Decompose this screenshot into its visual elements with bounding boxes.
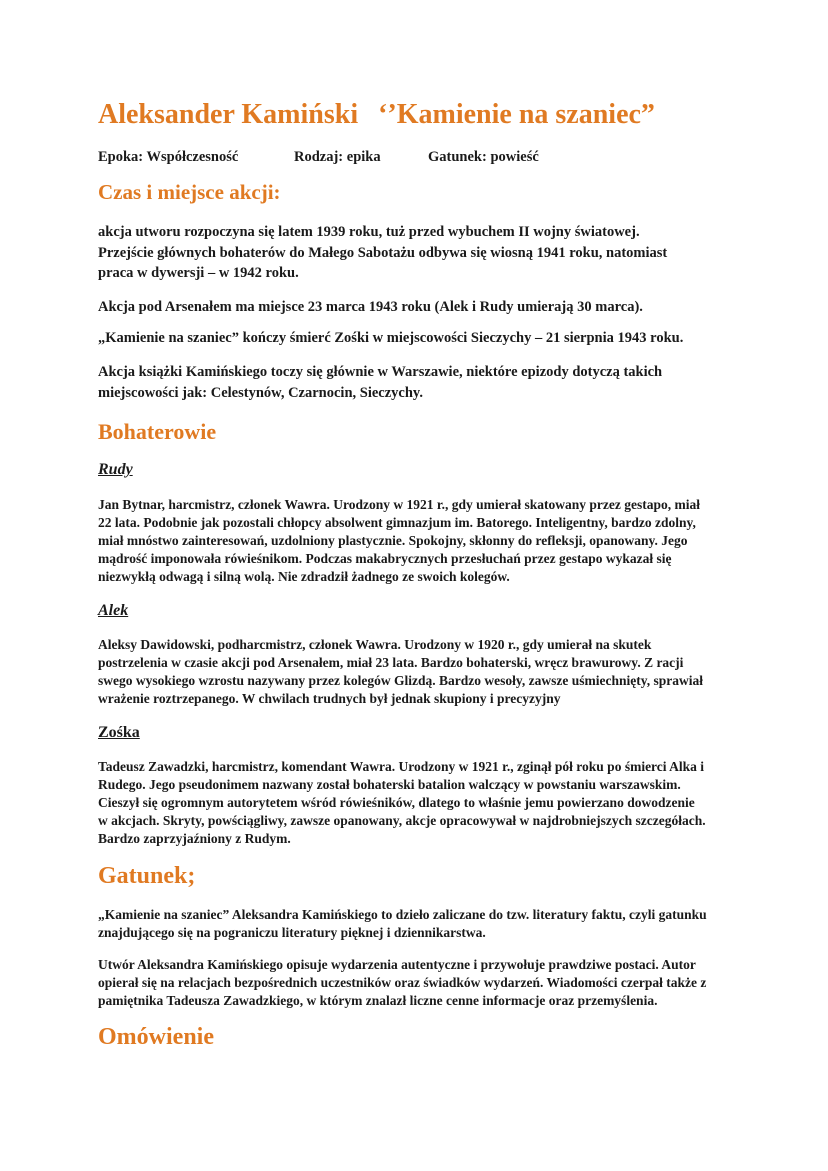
text-line: akcja utworu rozpoczyna się latem 1939 roku, tuż przed wybuchem II wojny światowej. bbox=[98, 224, 640, 240]
meta-rodzaj: Rodzaj: epika bbox=[294, 149, 381, 165]
meta-epoka: Epoka: Współczesność bbox=[98, 149, 239, 165]
czas-paragraph-1 bbox=[98, 222, 667, 284]
text-line: pamiętnika Tadeusza Zawadzkiego, w którym znalazł liczne cenne informacje oraz przemyślenia. bbox=[98, 993, 658, 1008]
text-line: praca w dywersji – w 1942 roku. bbox=[98, 265, 299, 281]
text-line: Bardzo zaprzyjaźniony z Rudym. bbox=[98, 831, 291, 846]
text-line: postrzelenia w czasie akcji pod Arsenałem, miał 23 lata. Bardzo bohaterski, wręcz brawurowy. Z racji bbox=[98, 655, 684, 670]
text-line: swego wysokiego wzrostu nazywany przez kolegów Glizdą. Bardzo wesoły, zawsze uśmiechnięty, sprawiał bbox=[98, 673, 703, 688]
text-line: miał mnóstwo zainteresowań, uzdolniony plastycznie. Spokojny, skłonny do refleksji, opanowany. Jego bbox=[98, 533, 688, 548]
heading-bohaterowie: Bohaterowie bbox=[98, 419, 217, 444]
title-work: ‘’Kamienie na szaniec” bbox=[378, 99, 655, 130]
text-line: Cieszył się ogromnym autorytetem wśród rówieśników, dlatego to właśnie jemu powierzano dowodzenie bbox=[98, 795, 695, 810]
text-line: Utwór Aleksandra Kamińskiego opisuje wydarzenia autentyczne i przywołuje prawdziwe postaci. Autor bbox=[98, 957, 696, 972]
heading-gatunek: Gatunek; bbox=[98, 863, 196, 889]
czas-paragraph-3: „Kamienie na szaniec” kończy śmierć Zośki w miejscowości Sieczychy – 21 sierpnia 1943 roku. bbox=[98, 330, 684, 346]
text-line: Przejście głównych bohaterów do Małego Sabotażu odbywa się wiosną 1941 roku, natomiast bbox=[98, 244, 668, 261]
text-line: Aleksy Dawidowski, podharcmistrz, członek Wawra. Urodzony w 1920 r., gdy umierał na skutek bbox=[98, 637, 652, 652]
character-name-zoska: Zośka bbox=[98, 724, 140, 741]
character-description-alek bbox=[98, 636, 703, 708]
czas-paragraph-4 bbox=[98, 362, 662, 403]
czas-paragraph-2: Akcja pod Arsenałem ma miejsce 23 marca 1943 roku (Alek i Rudy umierają 30 marca). bbox=[98, 299, 643, 315]
text-line: Jan Bytnar, harcmistrz, członek Wawra. Urodzony w 1921 r., gdy umierał skatowany przez gestapo, miał bbox=[98, 497, 700, 512]
text-line: mądrość imponowała rówieśnikom. Podczas makabrycznych przesłuchań przez gestapo wykazał się bbox=[98, 551, 672, 566]
text-line: w akcjach. Skryty, powściągliwy, zawsze opanowany, akcje opracowywał w najdrobniejszych szczegółach. bbox=[98, 813, 706, 828]
text-line: niezwykłą odwagą i silną wolą. Nie zdradził żadnego ze swoich kolegów. bbox=[98, 569, 510, 584]
text-line: miejscowości jak: Celestynów, Czarnocin, Sieczychy. bbox=[98, 384, 423, 401]
text-line: wrażenie roztrzepanego. W chwilach trudnych był jednak skupiony i precyzyjny bbox=[98, 691, 561, 706]
text-line: znajdującego się na pograniczu literatury pięknej i dziennikarstwa. bbox=[98, 925, 486, 940]
gatunek-paragraph-1 bbox=[98, 906, 707, 942]
gatunek-paragraph-2 bbox=[98, 956, 706, 1010]
heading-czas: Czas i miejsce akcji: bbox=[98, 180, 281, 204]
character-name-rudy: Rudy bbox=[98, 461, 133, 478]
heading-omowienie: Omówienie bbox=[98, 1024, 214, 1050]
document-title bbox=[98, 98, 655, 132]
meta-gatunek: Gatunek: powieść bbox=[428, 149, 539, 165]
character-description-zoska bbox=[98, 758, 706, 848]
text-line: Akcja książki Kamińskiego toczy się głównie w Warszawie, niektóre epizody dotyczą takich bbox=[98, 364, 663, 380]
text-line: opierał się na relacjach bezpośrednich uczestników oraz świadków wydarzeń. Wiadomości czerpał także z bbox=[98, 975, 707, 990]
text-line: „Kamienie na szaniec” Aleksandra Kamińskiego to dzieło zaliczane do tzw. literatury faktu, czyli gatunku bbox=[98, 907, 707, 922]
character-description-rudy bbox=[98, 496, 700, 586]
text-line: Rudego. Jego pseudonimem nazwany został bohaterski batalion walczący w powstaniu warszawskim. bbox=[98, 777, 681, 792]
title-author: Aleksander Kamiński bbox=[98, 99, 359, 130]
meta-row bbox=[98, 147, 539, 167]
text-line: 22 lata. Podobnie jak pozostali chłopcy absolwent gimnazjum im. Batorego. Inteligentny, bardzo zdolny, bbox=[98, 515, 696, 530]
text-line: Tadeusz Zawadzki, harcmistrz, komendant Wawra. Urodzony w 1921 r., zginął pół roku po śmierci Alka i bbox=[98, 759, 705, 774]
character-name-alek: Alek bbox=[98, 602, 129, 619]
